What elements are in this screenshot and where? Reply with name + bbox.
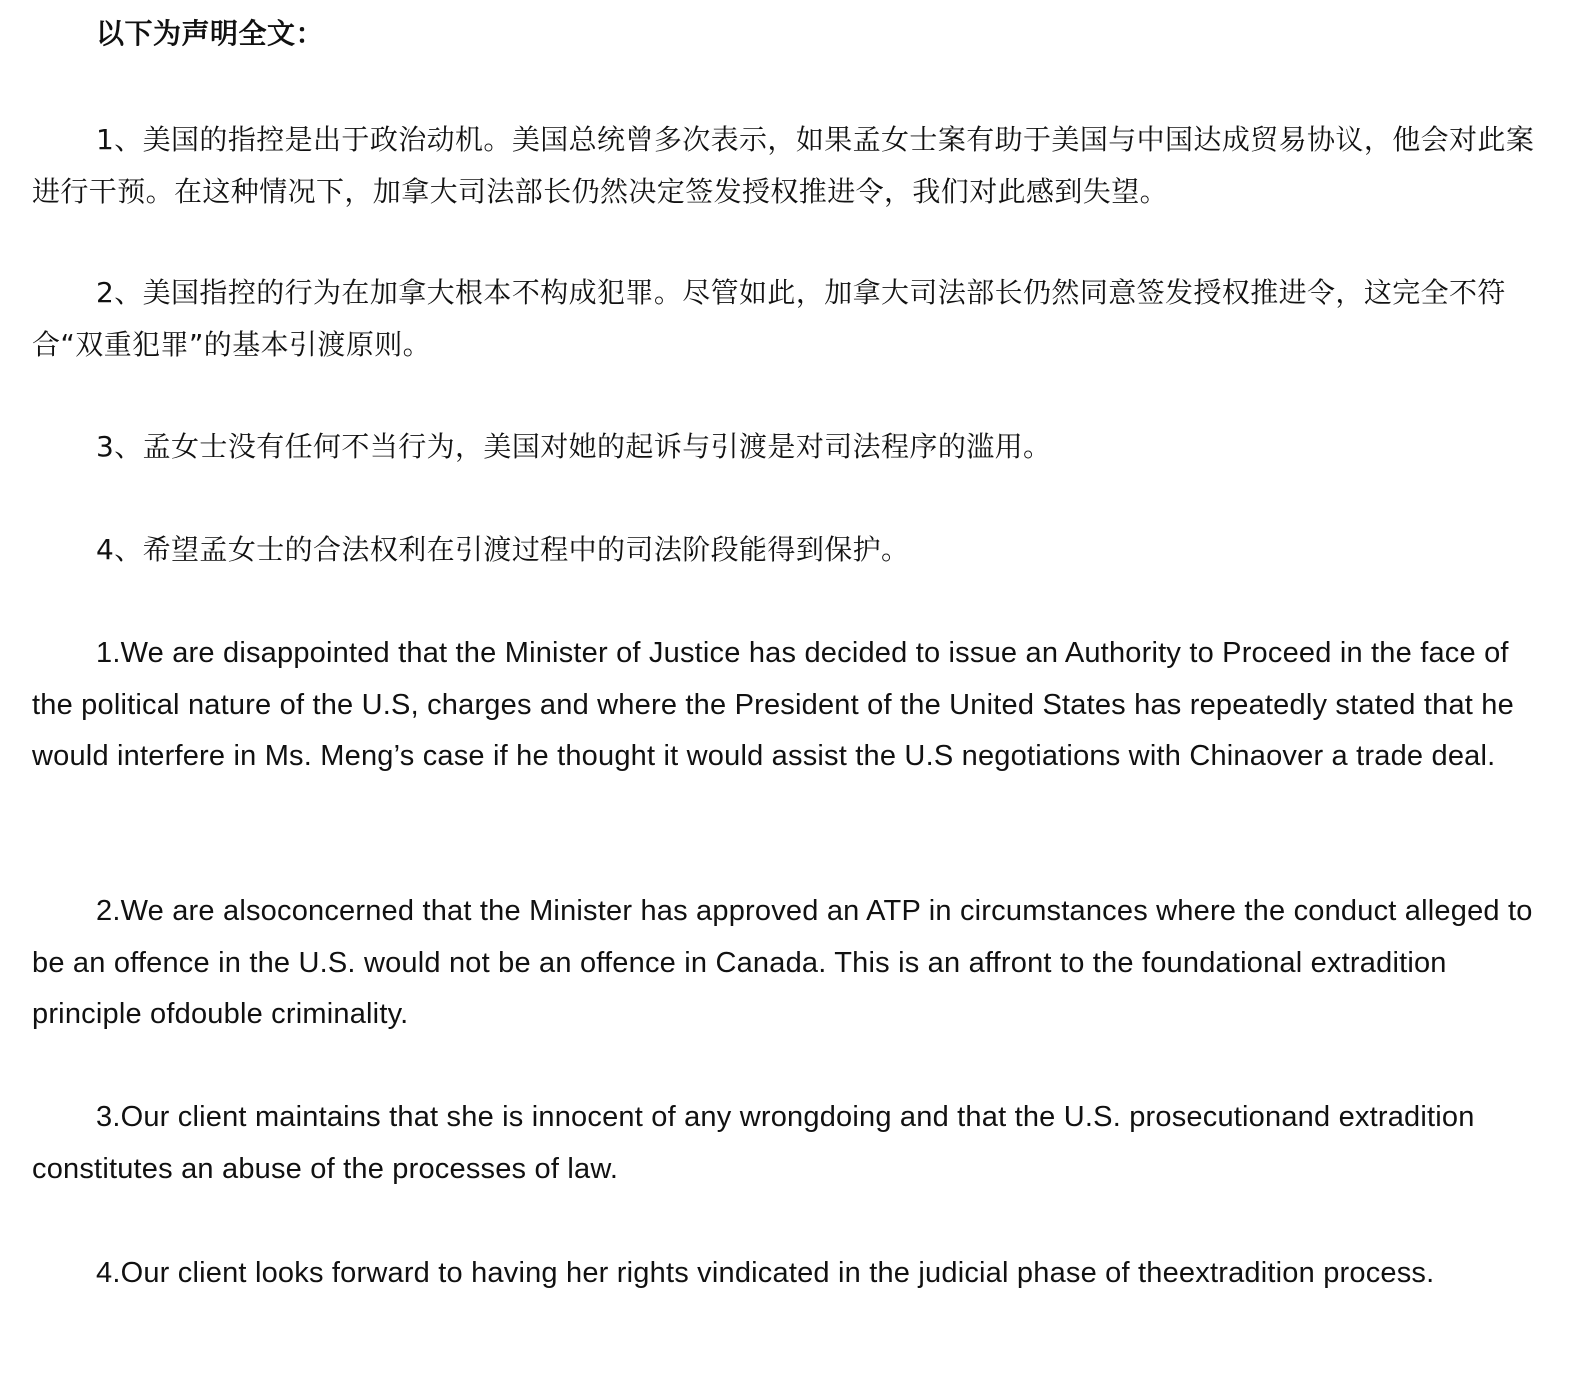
paragraph-en-1: 1.We are disappointed that the Minister of Justice has decided to issue an Authority to Proceed in the face of the political nature of the U.S, charges and where the President of the United States has repeatedly stated that he would interfere in Ms. Meng’s case if he thought it would assist the U.S negotiations with Chinaover a trade deal. — [32, 637, 1514, 773]
paragraph-en-2: 2.We are alsoconcerned that the Minister has approved an ATP in circumstances where the conduct alleged to be an offence in the U.S. would not be an offence in Canada. This is an affront to the foundational extradition principle ofdouble criminality. — [32, 895, 1533, 1031]
statement-heading: 以下为声明全文： — [96, 17, 325, 50]
paragraph-zh-1: 1、美国的指控是出于政治动机。美国总统曾多次表示，如果孟女士案有助于美国与中国达成贸易协议，他会对此案进行干预。在这种情况下，加拿大司法部长仍然决定签发授权推进令，我们对此感到失望。 — [32, 123, 1535, 208]
paragraph-zh-3: 3、孟女士没有任何不当行为，美国对她的起诉与引渡是对司法程序的滥用。 — [96, 430, 1052, 463]
paragraph-zh-2: 2、美国指控的行为在加拿大根本不构成犯罪。尽管如此，加拿大司法部长仍然同意签发授权推进令，这完全不符合“双重犯罪”的基本引渡原则。 — [32, 276, 1506, 361]
paragraph-en-4: 4.Our client looks forward to having her rights vindicated in the judicial phase of theextradition process. — [96, 1257, 1435, 1289]
paragraph-zh-4: 4、希望孟女士的合法权利在引渡过程中的司法阶段能得到保护。 — [96, 533, 910, 566]
paragraph-en-3: 3.Our client maintains that she is innocent of any wrongdoing and that the U.S. prosecutionand extradition constitutes an abuse of the processes of law. — [32, 1101, 1475, 1185]
